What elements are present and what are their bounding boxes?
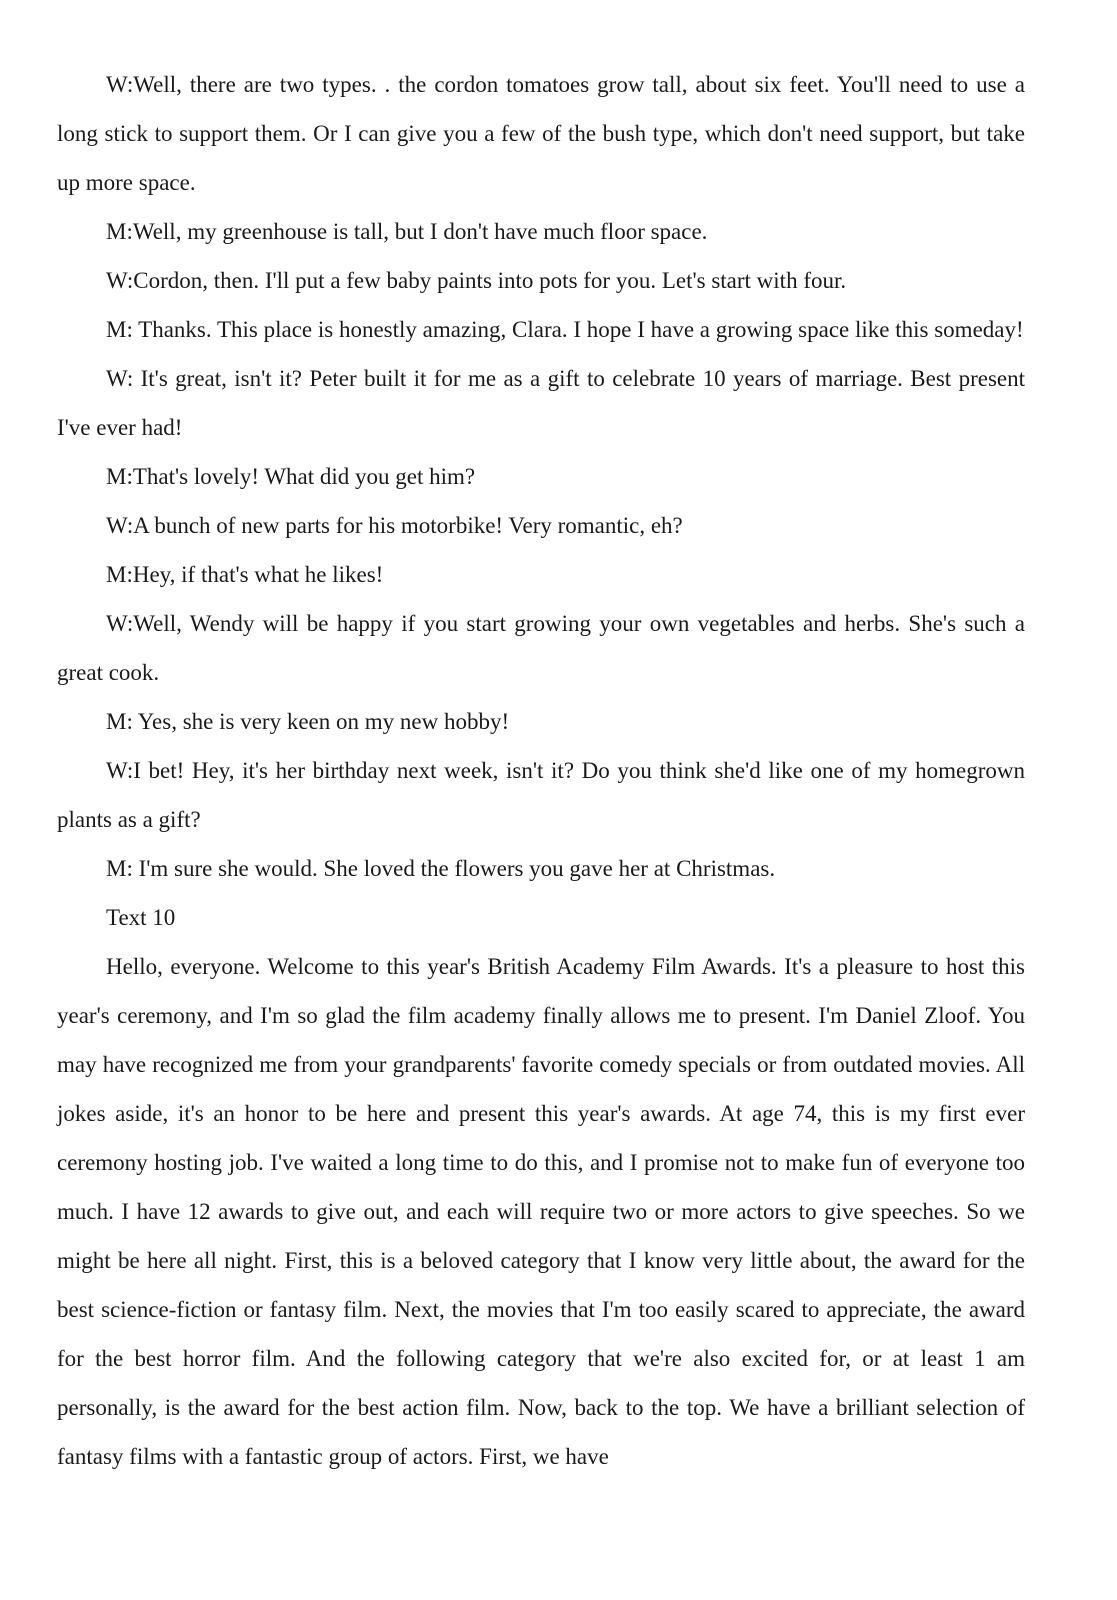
- dialogue-line-w-cordon: W:Cordon, then. I'll put a few baby paints into pots for you. Let's start with four.: [106, 268, 847, 293]
- section-heading-text-10: Text 10: [106, 905, 176, 930]
- monologue-paragraph: Hello, everyone. Welcome to this year's British Academy Film Awards. It's a pleasure to host this year's ceremony, and I'm so glad the film academy finally allows me to present. I'm Daniel Zloof. You may have recognized me from your grandparents' favorite comedy specials or from outdated movies. All jokes aside, it's an honor to be here and present this year's awards. At age 74, this is my first ever ceremony hosting job. I've waited a long time to do this, and I promise not to make fun of everyone too much. I have 12 awards to give out, and each will require two or more actors to give speeches. So we might be here all night. First, this is a beloved category that I know very little about, the award for the best science-fiction or fantasy film. Next, the movies that I'm too easily scared to appreciate, the award for the best horror film. And the following category that we're also excited for, or at least 1 am personally, is the award for the best action film. Now, back to the top. We have a brilliant selection of fantasy films with a fantastic group of actors. First, we have: [57, 954, 1025, 1469]
- dialogue-line-m-thanks: M: Thanks. This place is honestly amazing, Clara. I hope I have a growing space like this someday!: [106, 317, 1024, 342]
- dialogue-line-m-hobby: M: Yes, she is very keen on my new hobby!: [106, 709, 510, 734]
- dialogue-line-w-birthday: W:I bet! Hey, it's her birthday next week, isn't it? Do you think she'd like one of my homegrown plants as a gift?: [57, 758, 1025, 832]
- dialogue-line-w-tomato-types: W:Well, there are two types. . the cordon tomatoes grow tall, about six feet. You'll need to use a long stick to support them. Or I can give you a few of the bush type, which don't need support, but take up more space.: [57, 72, 1025, 195]
- dialogue-line-w-wendy: W:Well, Wendy will be happy if you start growing your own vegetables and herbs. She's such a great cook.: [57, 611, 1025, 685]
- dialogue-line-m-greenhouse: M:Well, my greenhouse is tall, but I don't have much floor space.: [106, 219, 708, 244]
- dialogue-line-m-lovely: M:That's lovely! What did you get him?: [106, 464, 476, 489]
- dialogue-line-m-likes: M:Hey, if that's what he likes!: [106, 562, 384, 587]
- dialogue-line-m-christmas: M: I'm sure she would. She loved the flowers you gave her at Christmas.: [106, 856, 776, 881]
- transcript-body: [57, 60, 1025, 1481]
- dialogue-line-w-motorbike: W:A bunch of new parts for his motorbike! Very romantic, eh?: [106, 513, 683, 538]
- dialogue-line-w-gift: W: It's great, isn't it? Peter built it for me as a gift to celebrate 10 years of marriage. Best present I've ever had!: [57, 366, 1025, 440]
